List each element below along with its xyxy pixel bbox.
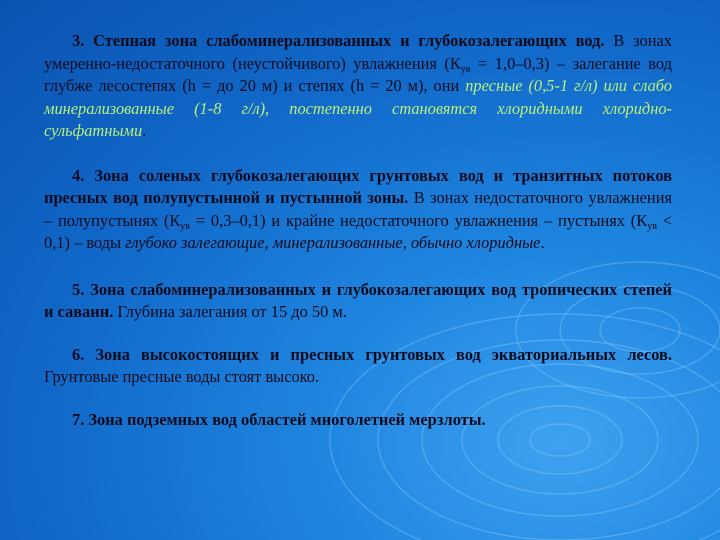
paragraph-text: В зонах недостаточного увлажнения – полупустынях (К bbox=[44, 188, 673, 230]
paragraph-text: . bbox=[540, 233, 545, 252]
paragraph-heading: 5. Зона слабоминерализованных и глубокозалегающих вод тропических степей и саванн. bbox=[44, 279, 672, 321]
paragraph-permafrost-zone bbox=[44, 409, 672, 432]
paragraph-text: Глубина залегания от 15 до 50 м. bbox=[113, 302, 347, 321]
paragraph-text: В зонах умеренно-недостаточного (неустойчивого) увлажнения (К bbox=[44, 31, 672, 73]
italic-text: глубоко залегающие, минерализованные, обычно хлоридные bbox=[125, 233, 541, 252]
paragraph-heading: 3. Степная зона слабоминерализованных и глубокозалегающих вод. bbox=[72, 31, 605, 50]
paragraph-text: = 1,0–0,3) – залегание вод глубже лесостепях (h = до 20 м) и степях (h = 20 м), они bbox=[44, 53, 672, 95]
paragraph-heading: 4. Зона соленых глубокозалегающих грунтовых вод и транзитных потоков пресных вод полупустынной и пустынной зоны. bbox=[44, 165, 672, 207]
slide-text bbox=[44, 30, 672, 431]
paragraph-heading: 6. Зона высокостоящих и пресных грунтовых вод экваториальных лесов. bbox=[72, 344, 672, 364]
subscript: ув bbox=[180, 220, 191, 232]
paragraph-text: Грунтовые пресные воды стоят высоко. bbox=[44, 367, 320, 386]
paragraph-steppe-zone bbox=[44, 30, 672, 143]
paragraph-text: . bbox=[142, 121, 147, 140]
highlighted-text: пресные (0,5-1 г/л) или слабо минерализованные (1-8 г/л), постепенно становятся хлоридными хлоридно-сульфатными bbox=[44, 76, 672, 140]
paragraph-heading: 7. Зона подземных вод областей многолетней мерзлоты. bbox=[72, 409, 486, 429]
paragraph-equatorial-zone bbox=[44, 344, 672, 389]
paragraph-text: < 0,1) – воды bbox=[44, 210, 672, 252]
paragraph-text: = 0,3–0,1) и крайне недостаточного увлажнения – пустынях (К bbox=[190, 210, 648, 230]
subscript: ув bbox=[647, 220, 657, 232]
paragraph-saline-zone bbox=[44, 165, 672, 255]
subscript: ув bbox=[460, 63, 471, 75]
paragraph-tropical-zone bbox=[44, 279, 672, 324]
